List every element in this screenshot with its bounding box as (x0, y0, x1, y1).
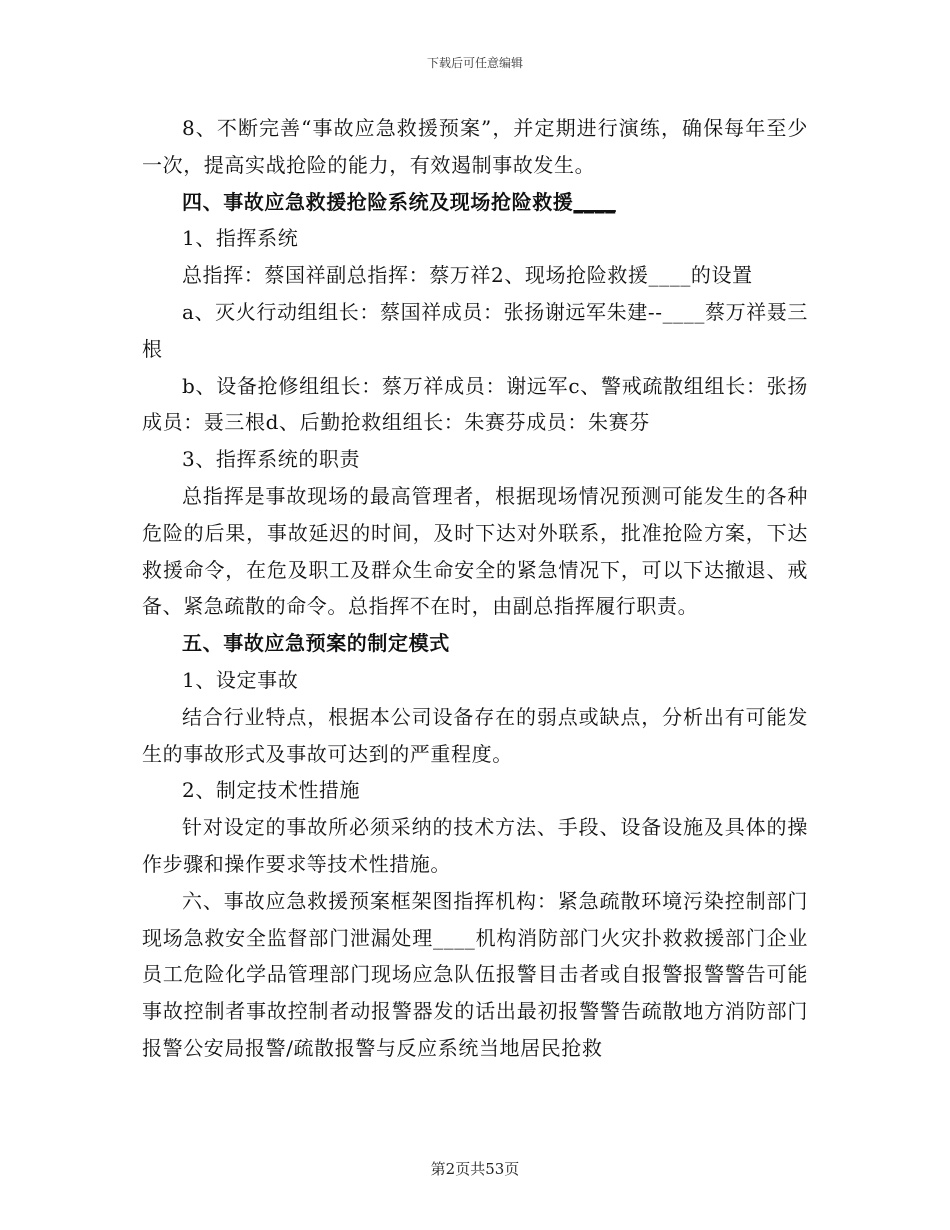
subheading-duties: 3、指挥系统的职责 (182, 447, 361, 472)
paragraph-fire-team: a、灭火行动组组长：蔡国祥成员：张扬谢远军朱建--____蔡万祥聂三根 (142, 299, 808, 361)
paragraph-item-8: 8、不断完善“事故应急救援预案”，并定期进行演练，确保每年至少一次，提高实战抢险的能力，有效遏制事故发生。 (142, 116, 808, 177)
section-heading-4-text: 四、事故应急救援抢险系统及现场抢险救援 (182, 189, 574, 214)
section-heading-5: 五、事故应急预案的制定模式 (182, 631, 450, 656)
subheading-technical-measures: 2、制定技术性措施 (182, 778, 361, 803)
underline-blank: ____ (573, 189, 616, 214)
paragraph-commanders: 总指挥：蔡国祥副总指挥：蔡万祥2、现场抢险救援____的设置 (182, 263, 753, 288)
paragraph-duties: 总指挥是事故现场的最高管理者，根据现场情况预测可能发生的各种危险的后果，事故延迟的时间，及时下达对外联系，批准抢险方案，下达救援命令，在危及职工及群众生命安全的紧急情况下，可以下达撤退、戒备、紧急疏散的命令。总指挥不在时，由副总指挥履行职责。 (142, 483, 808, 619)
section-heading-4 (142, 184, 808, 221)
paragraph-teams: b、设备抢修组组长：蔡万祥成员：谢远军c、警戒疏散组组长：张扬成员：聂三根d、后勤抢救组组长：朱赛芬成员：朱赛芬 (142, 373, 808, 435)
paragraph-set-accident: 结合行业特点，根据本公司设备存在的弱点或缺点，分析出有可能发生的事故形式及事故可达到的严重程度。 (142, 704, 808, 766)
subheading-set-accident: 1、设定事故 (182, 667, 299, 692)
page-header: 下载后可任意编辑 (426, 56, 523, 70)
paragraph-framework: 六、事故应急救援预案框架图指挥机构：紧急疏散环境污染控制部门现场急救安全监督部门泄漏处理____机构消防部门火灾扑救救援部门企业员工危险化学品管理部门现场应急队伍报警目击者或自报警报警警告可能事故控制者事故控制者动报警器发的话出最初报警警告疏散地方消防部门报警公安局报警/疏散报警与反应系统当地居民抢救 (142, 888, 808, 1060)
paragraph-technical-measures: 针对设定的事故所必须采纳的技术方法、手段、设备设施及具体的操作步骤和操作要求等技术性措施。 (142, 815, 808, 876)
document-body (142, 110, 808, 1067)
page-footer: 第2页共53页 (430, 1160, 520, 1178)
subheading-command-system: 1、指挥系统 (182, 226, 299, 251)
